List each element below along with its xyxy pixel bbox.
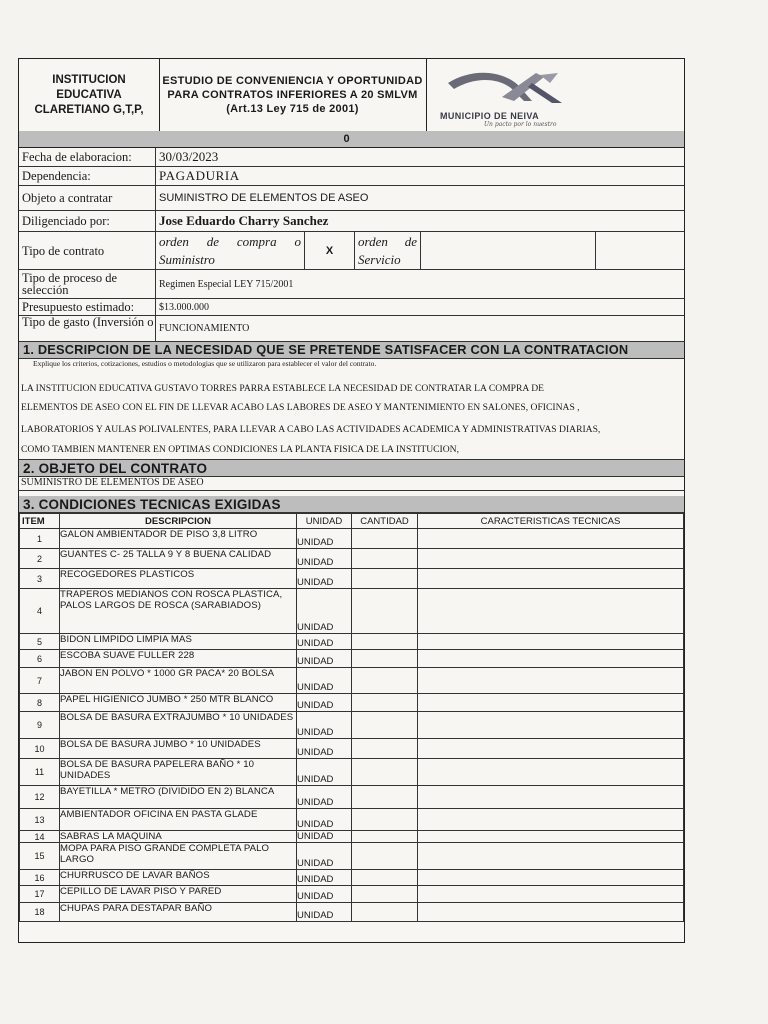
table-row bbox=[20, 668, 684, 694]
table-row bbox=[20, 831, 684, 843]
item-description: JABON EN POLVO * 1000 GR PACA* 20 BOLSA bbox=[60, 668, 297, 694]
row-tipo-proceso bbox=[19, 270, 684, 299]
item-unit: UNIDAD bbox=[297, 668, 352, 694]
item-quantity bbox=[352, 870, 418, 886]
item-number: 2 bbox=[20, 549, 60, 569]
tipo-proceso-label: Tipo de proceso de selección bbox=[19, 270, 156, 298]
item-description: SABRAS LA MAQUINA bbox=[60, 831, 297, 843]
item-number: 1 bbox=[20, 529, 60, 549]
section1-note: Explique los criterios, cotizaciones, estudios o metodologias que se utilizaron para establecer el valor del contrato. bbox=[33, 359, 377, 368]
objeto-value: SUMINISTRO DE ELEMENTOS DE ASEO bbox=[159, 192, 369, 204]
item-unit: UNIDAD bbox=[297, 529, 352, 549]
col-descripcion: DESCRIPCION bbox=[60, 514, 297, 529]
item-unit: UNIDAD bbox=[297, 549, 352, 569]
version-bar bbox=[19, 131, 684, 148]
table-row bbox=[20, 870, 684, 886]
item-technical-specs bbox=[418, 694, 684, 712]
item-quantity bbox=[352, 843, 418, 870]
item-description: BIDON LIMPIDO LIMPIA MAS bbox=[60, 634, 297, 650]
table-row bbox=[20, 589, 684, 634]
item-unit: UNIDAD bbox=[297, 886, 352, 903]
item-description: AMBIENTADOR OFICINA EN PASTA GLADE bbox=[60, 809, 297, 831]
tipo-contrato-option2-cell bbox=[355, 232, 421, 269]
item-technical-specs bbox=[418, 634, 684, 650]
item-unit: UNIDAD bbox=[297, 843, 352, 870]
item-description: GUANTES C- 25 TALLA 9 Y 8 BUENA CALIDAD bbox=[60, 549, 297, 569]
items-table bbox=[19, 513, 684, 922]
item-technical-specs bbox=[418, 529, 684, 549]
section2-divider bbox=[19, 490, 684, 491]
item-unit: UNIDAD bbox=[297, 694, 352, 712]
item-unit: UNIDAD bbox=[297, 712, 352, 739]
item-number: 10 bbox=[20, 739, 60, 759]
item-technical-specs bbox=[418, 739, 684, 759]
item-unit: UNIDAD bbox=[297, 870, 352, 886]
item-number: 13 bbox=[20, 809, 60, 831]
item-unit: UNIDAD bbox=[297, 903, 352, 922]
item-description: ESCOBA SUAVE FULLER 228 bbox=[60, 650, 297, 668]
item-quantity bbox=[352, 831, 418, 843]
item-technical-specs bbox=[418, 569, 684, 589]
item-unit: UNIDAD bbox=[297, 739, 352, 759]
row-objeto bbox=[19, 186, 684, 211]
diligenciado-label: Diligenciado por: bbox=[19, 211, 156, 231]
item-description: BOLSA DE BASURA JUMBO * 10 UNIDADES bbox=[60, 739, 297, 759]
version-number: 0 bbox=[343, 133, 350, 145]
logo-slogan: Un pacto por lo nuestro bbox=[484, 121, 557, 128]
item-number: 16 bbox=[20, 870, 60, 886]
municipality-logo bbox=[426, 59, 686, 131]
item-description: CEPILLO DE LAVAR PISO Y PARED bbox=[60, 886, 297, 903]
item-unit: UNIDAD bbox=[297, 650, 352, 668]
table-row bbox=[20, 759, 684, 786]
tipo-gasto-value: FUNCIONAMIENTO bbox=[159, 323, 250, 334]
document-form bbox=[18, 58, 685, 943]
diligenciado-value: Jose Eduardo Charry Sanchez bbox=[159, 213, 329, 228]
item-technical-specs bbox=[418, 650, 684, 668]
table-row bbox=[20, 634, 684, 650]
item-number: 15 bbox=[20, 843, 60, 870]
row-fecha bbox=[19, 148, 684, 167]
item-technical-specs bbox=[418, 903, 684, 922]
logo-name: MUNICIPIO DE NEIVA bbox=[440, 111, 540, 121]
item-number: 4 bbox=[20, 589, 60, 634]
item-quantity bbox=[352, 694, 418, 712]
table-row bbox=[20, 650, 684, 668]
item-technical-specs bbox=[418, 712, 684, 739]
item-description: BOLSA DE BASURA PAPELERA BAÑO * 10 UNIDADES bbox=[60, 759, 297, 786]
item-quantity bbox=[352, 739, 418, 759]
document-header bbox=[19, 59, 684, 132]
item-quantity bbox=[352, 668, 418, 694]
tipo-contrato-label: Tipo de contrato bbox=[19, 232, 156, 269]
section1-line-4: COMO TAMBIEN MANTENER EN OPTIMAS CONDICIONES LA PLANTA FISICA DE LA INSTITUCION, bbox=[21, 444, 460, 455]
section1-line-1: LA INSTITUCION EDUCATIVA GUSTAVO TORRES PARRA ESTABLECE LA NECESIDAD DE CONTRATAR LA COMPRA DE bbox=[21, 383, 545, 394]
item-number: 12 bbox=[20, 786, 60, 809]
item-number: 8 bbox=[20, 694, 60, 712]
tipo-contrato-option2: orden de Servicio bbox=[358, 234, 417, 267]
row-presupuesto bbox=[19, 299, 684, 316]
col-item: ITEM bbox=[20, 514, 60, 529]
item-description: BAYETILLA * METRO (DIVIDIDO EN 2) BLANCA bbox=[60, 786, 297, 809]
col-caracteristicas: CARACTERISTICAS TECNICAS bbox=[418, 514, 684, 529]
table-row bbox=[20, 712, 684, 739]
item-quantity bbox=[352, 809, 418, 831]
section1-line-2: ELEMENTOS DE ASEO CON EL FIN DE LLEVAR ACABO LAS LABORES DE ASEO Y MANTENIMIENTO EN SALONES, OFICINAS , bbox=[21, 402, 580, 413]
item-number: 17 bbox=[20, 886, 60, 903]
items-header-row bbox=[20, 514, 684, 529]
institution-name: INSTITUCION EDUCATIVA CLARETIANO G,T,P, bbox=[19, 59, 160, 131]
section1-title: 1. DESCRIPCION DE LA NECESIDAD QUE SE PRETENDE SATISFACER CON LA CONTRATACION bbox=[19, 342, 684, 359]
item-number: 18 bbox=[20, 903, 60, 922]
fecha-value: 30/03/2023 bbox=[159, 149, 219, 164]
section2-text: SUMINISTRO DE ELEMENTOS DE ASEO bbox=[21, 477, 204, 488]
item-quantity bbox=[352, 549, 418, 569]
item-technical-specs bbox=[418, 843, 684, 870]
table-row bbox=[20, 843, 684, 870]
col-unidad: UNIDAD bbox=[297, 514, 352, 529]
item-quantity bbox=[352, 650, 418, 668]
item-quantity bbox=[352, 886, 418, 903]
tipo-contrato-mark: X bbox=[305, 232, 355, 269]
item-quantity bbox=[352, 786, 418, 809]
objeto-label: Objeto a contratar bbox=[19, 186, 156, 210]
item-unit: UNIDAD bbox=[297, 831, 352, 843]
item-quantity bbox=[352, 569, 418, 589]
presupuesto-value: $13.000.000 bbox=[159, 301, 209, 313]
table-row bbox=[20, 903, 684, 922]
item-technical-specs bbox=[418, 870, 684, 886]
item-quantity bbox=[352, 903, 418, 922]
item-unit: UNIDAD bbox=[297, 809, 352, 831]
table-row bbox=[20, 569, 684, 589]
item-number: 14 bbox=[20, 831, 60, 843]
item-number: 7 bbox=[20, 668, 60, 694]
table-row bbox=[20, 786, 684, 809]
dependencia-value: PAGADURIA bbox=[159, 168, 240, 183]
fecha-label: Fecha de elaboracion: bbox=[19, 148, 156, 166]
item-number: 3 bbox=[20, 569, 60, 589]
item-unit: UNIDAD bbox=[297, 786, 352, 809]
item-technical-specs bbox=[418, 786, 684, 809]
table-row bbox=[20, 739, 684, 759]
item-description: CHURRUSCO DE LAVAR BAÑOS bbox=[60, 870, 297, 886]
item-technical-specs bbox=[418, 831, 684, 843]
col-cantidad: CANTIDAD bbox=[352, 514, 418, 529]
item-description: MOPA PARA PISO GRANDE COMPLETA PALO LARGO bbox=[60, 843, 297, 870]
table-row bbox=[20, 694, 684, 712]
row-diligenciado bbox=[19, 211, 684, 232]
item-unit: UNIDAD bbox=[297, 759, 352, 786]
tipo-gasto-label: Tipo de gasto (Inversión o bbox=[19, 316, 156, 341]
table-row bbox=[20, 529, 684, 549]
section1-line-3: LABORATORIOS Y AULAS POLIVALENTES, PARA LLEVAR A CABO LAS ACTIVIDADES ACADEMICA Y ADMINISTRATIVAS DIARIAS, bbox=[21, 424, 601, 435]
row-tipo-gasto bbox=[19, 316, 684, 342]
tipo-contrato-option1: orden de compra o Suministro bbox=[159, 234, 301, 267]
row-dependencia bbox=[19, 167, 684, 186]
item-unit: UNIDAD bbox=[297, 589, 352, 634]
item-description: CHUPAS PARA DESTAPAR BAÑO bbox=[60, 903, 297, 922]
table-row bbox=[20, 809, 684, 831]
item-description: TRAPEROS MEDIANOS CON ROSCA PLASTICA, PALOS LARGOS DE ROSCA (SARABIADOS) bbox=[60, 589, 297, 634]
tipo-contrato-empty-cell bbox=[421, 232, 596, 269]
item-unit: UNIDAD bbox=[297, 569, 352, 589]
item-technical-specs bbox=[418, 668, 684, 694]
tipo-contrato-option1-cell bbox=[156, 232, 305, 269]
item-technical-specs bbox=[418, 759, 684, 786]
item-description: PAPEL HIGIENICO JUMBO * 250 MTR BLANCO bbox=[60, 694, 297, 712]
item-unit: UNIDAD bbox=[297, 634, 352, 650]
item-description: GALON AMBIENTADOR DE PISO 3,8 LITRO bbox=[60, 529, 297, 549]
item-quantity bbox=[352, 759, 418, 786]
row-tipo-contrato bbox=[19, 232, 684, 270]
section2-title: 2. OBJETO DEL CONTRATO bbox=[19, 459, 684, 477]
tipo-proceso-value: Regimen Especial LEY 715/2001 bbox=[159, 278, 294, 290]
item-quantity bbox=[352, 712, 418, 739]
item-number: 5 bbox=[20, 634, 60, 650]
item-description: RECOGEDORES PLASTICOS bbox=[60, 569, 297, 589]
item-description: BOLSA DE BASURA EXTRAJUMBO * 10 UNIDADES bbox=[60, 712, 297, 739]
item-quantity bbox=[352, 529, 418, 549]
item-quantity bbox=[352, 634, 418, 650]
item-technical-specs bbox=[418, 549, 684, 569]
item-number: 6 bbox=[20, 650, 60, 668]
presupuesto-label: Presupuesto estimado: bbox=[19, 299, 156, 315]
item-technical-specs bbox=[418, 809, 684, 831]
dependencia-label: Dependencia: bbox=[19, 167, 156, 185]
section3-title: 3. CONDICIONES TECNICAS EXIGIDAS bbox=[19, 496, 684, 513]
item-number: 11 bbox=[20, 759, 60, 786]
logo-mark-icon bbox=[440, 63, 590, 115]
table-row bbox=[20, 549, 684, 569]
item-technical-specs bbox=[418, 589, 684, 634]
item-quantity bbox=[352, 589, 418, 634]
table-row bbox=[20, 886, 684, 903]
item-technical-specs bbox=[418, 886, 684, 903]
item-number: 9 bbox=[20, 712, 60, 739]
document-title: ESTUDIO DE CONVENIENCIA Y OPORTUNIDAD PARA CONTRATOS INFERIORES A 20 SMLVM (Art.13 Ley 715 de 2001) bbox=[159, 59, 427, 131]
tipo-contrato-cells bbox=[156, 232, 684, 269]
